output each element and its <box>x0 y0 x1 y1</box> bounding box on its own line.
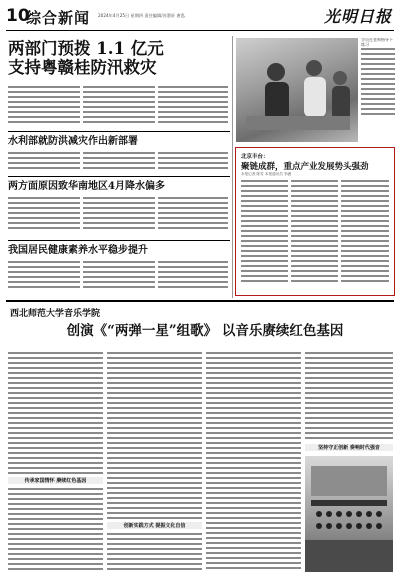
health-story-column-2 <box>83 261 155 295</box>
rain-story-column-3 <box>158 197 228 237</box>
flood-story-column-1 <box>8 152 80 172</box>
boxed-story <box>235 147 395 296</box>
divider <box>8 176 230 177</box>
rain-headline: 两方面原因致华南地区4月降水偏多 <box>8 181 165 192</box>
rain-story-column-1 <box>8 197 80 237</box>
boxed-column-3 <box>341 180 389 290</box>
news-photo <box>236 38 358 142</box>
byline: 本报记者 陈雪 本报通讯员 李涵 <box>241 172 292 176</box>
health-story-column-3 <box>158 261 228 295</box>
concert-illustration <box>305 456 393 572</box>
page-header <box>6 4 394 31</box>
section-divider <box>6 300 394 302</box>
feature-school: 西北师范大学音乐学院 <box>10 309 101 319</box>
column-divider <box>232 36 233 298</box>
feature-column-2 <box>107 352 202 572</box>
flood-story-column-3 <box>158 152 228 172</box>
kicker: 北京丰台： <box>241 154 269 160</box>
divider <box>8 240 230 241</box>
subhead-3: 坚持守正创新 奏响时代强音 <box>305 444 393 451</box>
concert-photo <box>305 456 393 572</box>
subhead-1: 传承家国情怀 赓续红色基因 <box>8 477 103 484</box>
boxed-headline: 聚链成群，重点产业发展势头强劲 <box>241 162 369 172</box>
boxed-column-1 <box>241 180 288 290</box>
lead-story-column-3 <box>158 86 228 128</box>
health-literacy-headline: 我国居民健康素养水平稳步提升 <box>8 245 148 256</box>
rain-story-column-2 <box>83 197 155 237</box>
divider <box>8 131 230 132</box>
flood-headline: 水利部就防洪减灾作出新部署 <box>8 136 138 147</box>
feature-headline: 创演《“两弹一星”组歌》 以音乐赓续红色基因 <box>66 323 344 339</box>
issue-meta: 2024年4月25日 星期四 责任编辑/苏墨轩 唐泓 <box>98 13 185 18</box>
feature-column-3 <box>206 352 301 572</box>
photo-caption: 学员在老师指导下练习 <box>361 38 393 47</box>
section-title: 综合新闻 <box>26 9 91 27</box>
page-number: 10 <box>6 6 30 26</box>
photo-illustration <box>236 38 358 142</box>
feature-column-1 <box>8 352 103 572</box>
feature-column-4 <box>305 352 393 442</box>
lead-story-column-1 <box>8 86 80 128</box>
health-story-column-1 <box>8 261 80 295</box>
lead-headline: 两部门预拨 1.1 亿元 支持粤赣桂防汛救灾 <box>8 39 164 77</box>
lead-story-column-2 <box>83 86 155 128</box>
flood-story-column-2 <box>83 152 155 172</box>
newspaper-logo: 光明日报 <box>323 7 392 26</box>
boxed-column-2 <box>291 180 338 290</box>
photo-caption-column <box>361 38 395 142</box>
subhead-2: 创新实践方式 提振文化自信 <box>107 522 202 529</box>
